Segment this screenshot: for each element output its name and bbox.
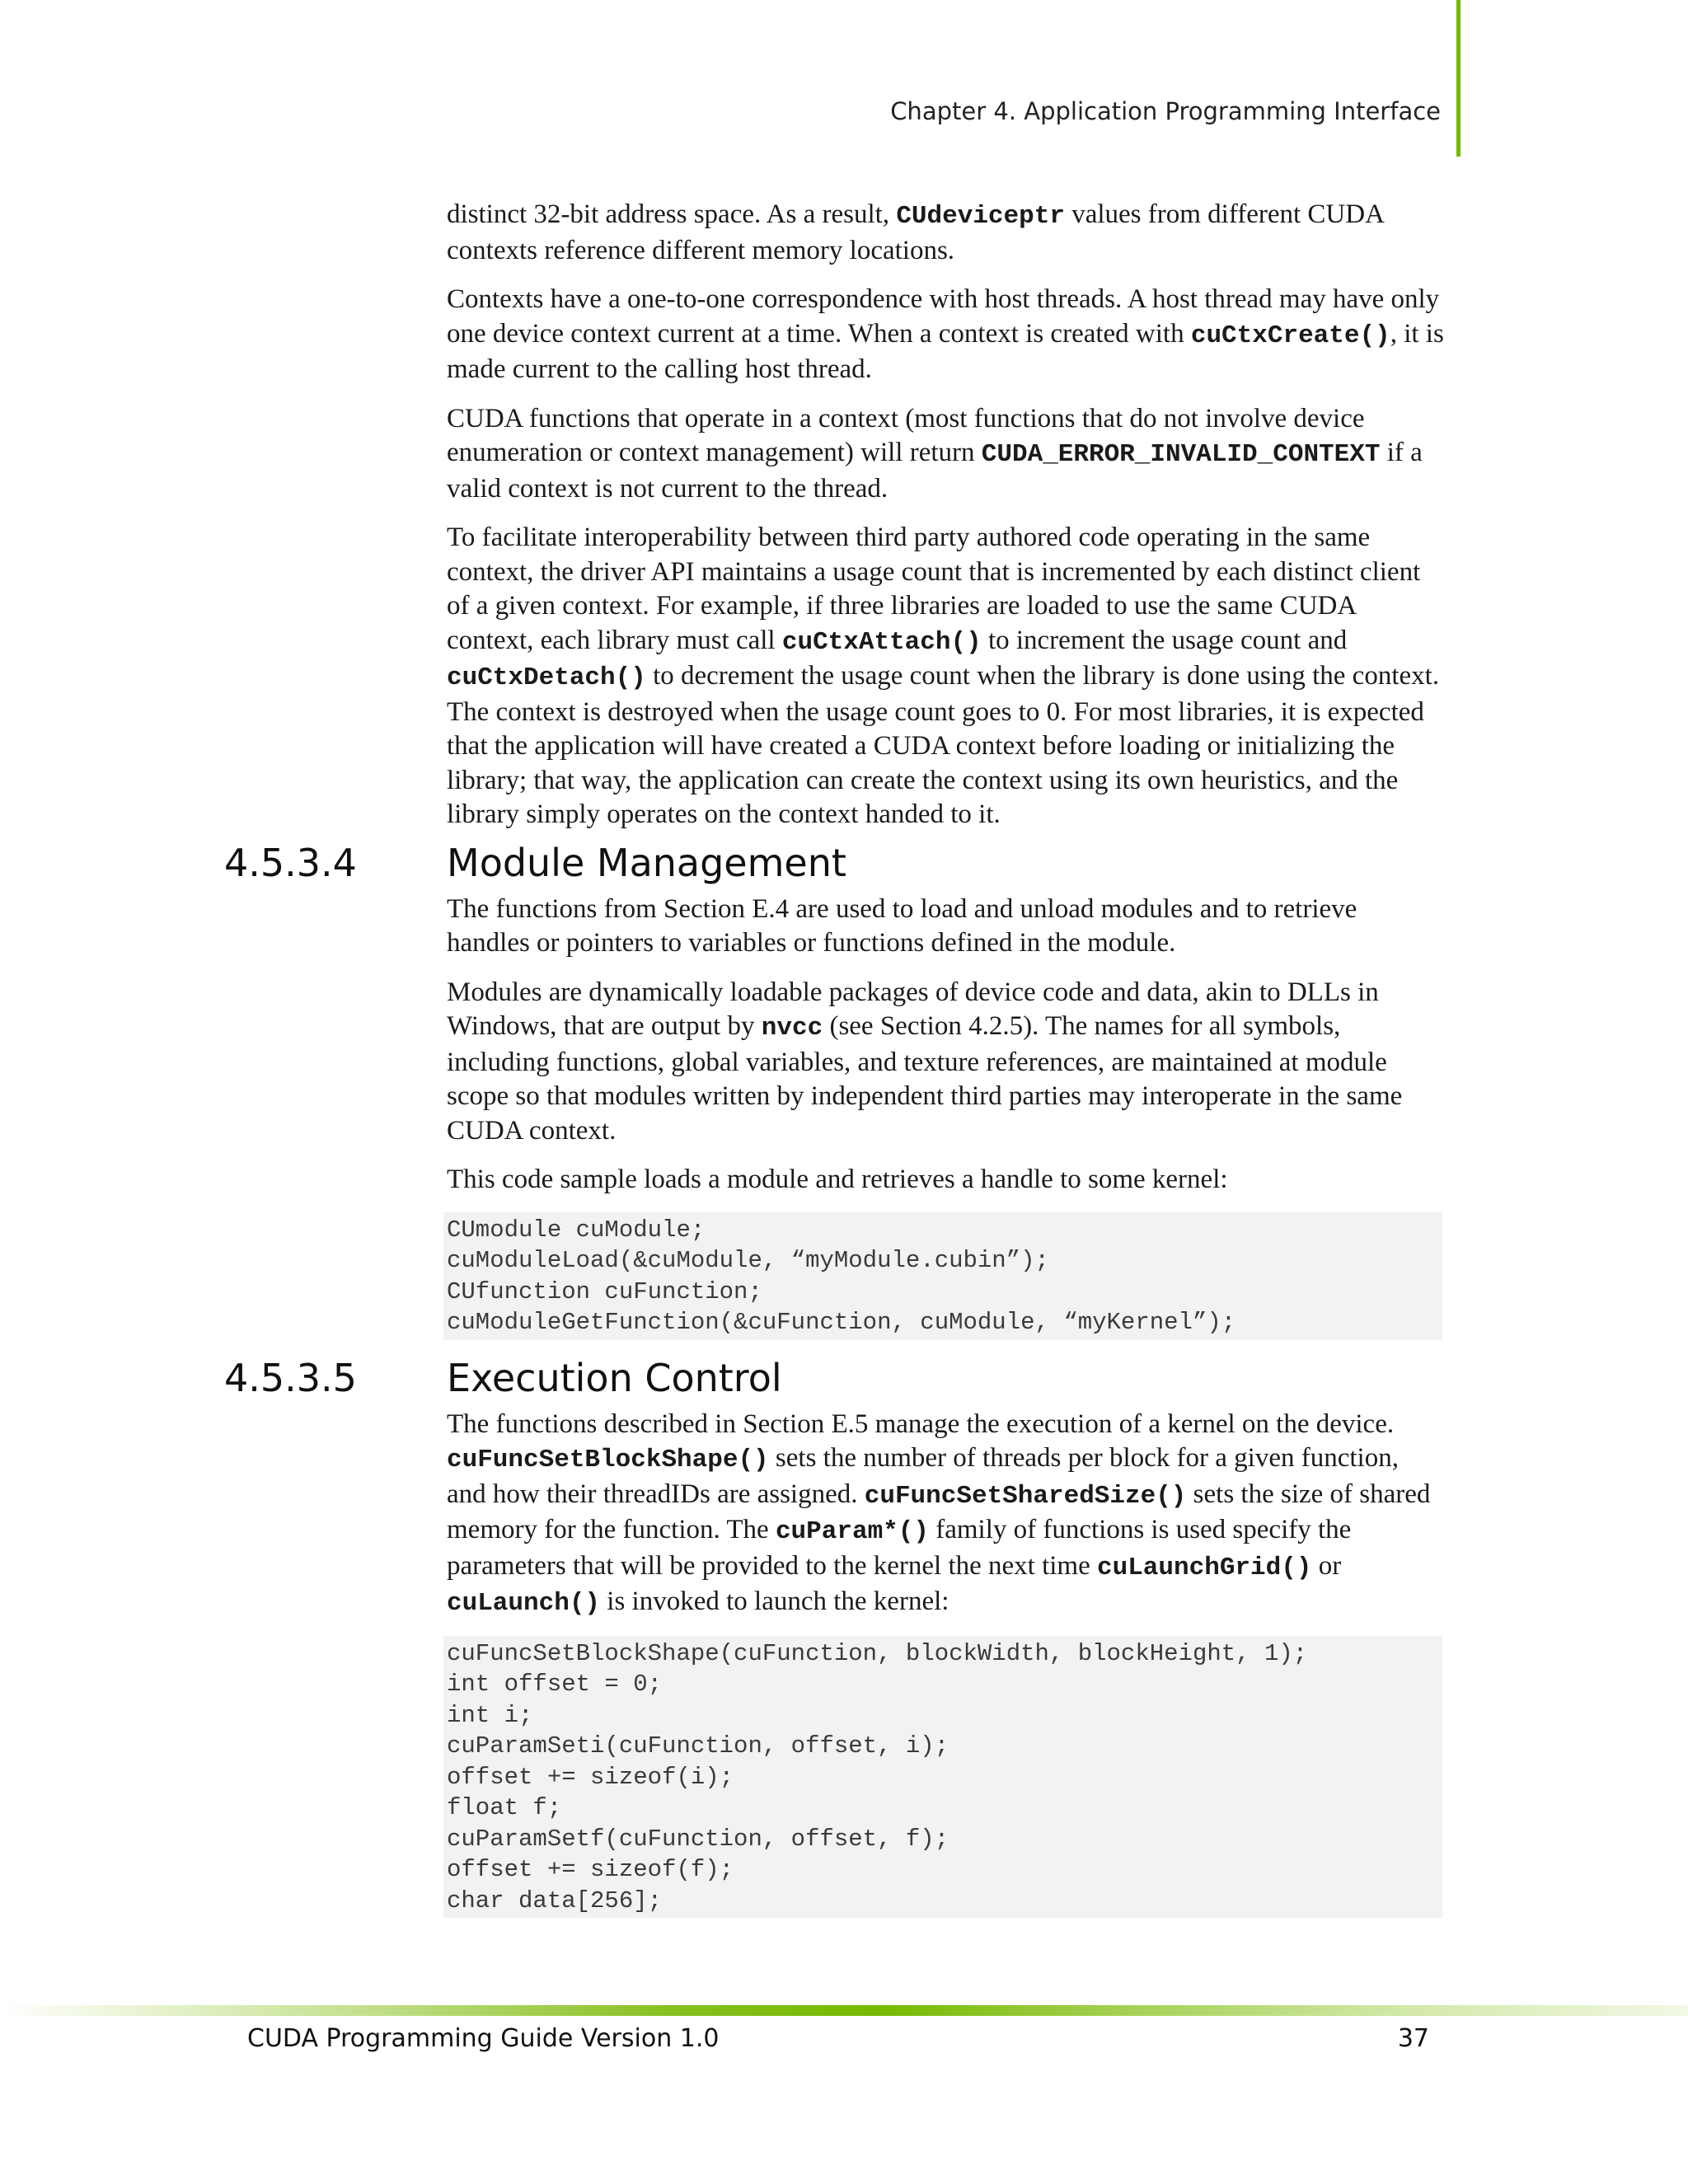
text-run: sets the size of shared memory for the function. The — [447, 1479, 1431, 1544]
text-run: To facilitate interoperability between third party authored code operating in the same context, the driver API maintains a usage count that is incremented by each distinct client of a given context. For example, if three libraries are loaded to use the same CUDA context, each library must call — [447, 523, 1421, 655]
text-run: CUDA functions that operate in a context (most functions that do not involve device enumeration or context management) will return — [447, 403, 1365, 467]
code-term: cuLaunchGrid() — [1097, 1553, 1312, 1582]
text-run: sets the number of threads per block for a given function, and how their threadIDs are assigned. — [447, 1443, 1399, 1509]
text-run: to increment the usage count and — [981, 625, 1348, 655]
text-run: , it is made current to the calling host thread. — [447, 318, 1444, 384]
paragraph-modules-description — [447, 976, 1444, 1149]
paragraph-module-functions: The functions from Section E.4 are used to load and unload modules and to retrieve handles or pointers to variables or functions defined in the module. — [447, 893, 1357, 958]
text-run: or — [1311, 1550, 1342, 1581]
text-run: to decrement the usage count when the library is done using the context. The context is destroyed when the usage count goes to 0. For most libraries, it is expected that the application will have created a CUDA context before loading or initializing the library; that way, the application can create the context using its own heuristics, and the library simply operates on the context handed to it. — [447, 661, 1440, 829]
footer-gradient-bar — [0, 2005, 1688, 2016]
text-run: (see Section 4.2.5). The names for all symbols, including functions, global variables, and texture references, are maintained at module scope so that modules written by independent third parties may interoperate in the same CUDA context. — [447, 1011, 1403, 1146]
text-run: The functions described in Section E.5 manage the execution of a kernel on the device. — [447, 1408, 1395, 1439]
section-heading-execution-control — [224, 1352, 1444, 1404]
text-run: if a valid context is not current to the thread. — [447, 438, 1423, 504]
code-block-execution: cuFuncSetBlockShape(cuFunction, blockWidth, blockHeight, 1); int offset = 0; int i; cuParamSeti(cuFunction, offset, i); offset += sizeof(i); float f; cuParamSetf(cuFunction, offset, f); offset += sizeof(f); char data[256]; — [443, 1636, 1442, 1919]
text-run: is invoked to launch the kernel: — [600, 1586, 950, 1616]
paragraph-interoperability — [447, 521, 1444, 832]
code-term: cuCtxCreate() — [1190, 321, 1390, 350]
paragraph-code-sample-intro: This code sample loads a module and retrieves a handle to some kernel: — [447, 1165, 1228, 1194]
text-run: values from different CUDA contexts reference different memory locations. — [447, 199, 1384, 265]
running-header: Chapter 4. Application Programming Interface — [890, 97, 1441, 125]
code-term: cuFuncSetBlockShape() — [447, 1446, 769, 1474]
section-number: 4.5.3.4 — [224, 840, 357, 885]
section-heading-module-management — [224, 837, 1444, 889]
footer-document-title: CUDA Programming Guide Version 1.0 — [247, 2024, 720, 2053]
paragraph-execution-functions — [447, 1408, 1444, 1621]
text-run: family of functions is used specify the parameters that will be provided to the kernel the next time — [447, 1515, 1352, 1581]
page-number: 37 — [1397, 2024, 1429, 2053]
header-accent-rule — [1456, 0, 1461, 157]
code-block-module-load: CUmodule cuModule; cuModuleLoad(&cuModule, “myModule.cubin”); CUfunction cuFunction; cuModuleGetFunction(&cuFunction, cuModule, “myKernel”); — [443, 1212, 1442, 1340]
text-run: Contexts have a one-to-one correspondence with host threads. A host thread may have only one device context current at a time. When a context is created with — [447, 284, 1440, 349]
code-term: cuLaunch() — [447, 1589, 601, 1618]
text-run: distinct 32-bit address space. As a result, — [447, 199, 897, 229]
section-number: 4.5.3.5 — [224, 1355, 357, 1400]
section-title: Module Management — [447, 840, 846, 885]
text-run: Modules are dynamically loadable packages of device code and data, akin to DLLs in Windows, that are output by — [447, 977, 1379, 1041]
section-title: Execution Control — [447, 1355, 782, 1400]
paragraph-address-space — [447, 198, 1444, 268]
code-term: cuCtxDetach() — [447, 663, 646, 692]
code-term: cuCtxAttach() — [781, 627, 982, 657]
code-term: CUdeviceptr — [896, 202, 1065, 231]
code-term: cuFuncSetSharedSize() — [864, 1481, 1187, 1511]
code-term: CUDA_ERROR_INVALID_CONTEXT — [981, 440, 1381, 469]
paragraph-invalid-context — [447, 402, 1444, 507]
page-body — [224, 198, 1444, 1929]
paragraph-context-threads — [447, 283, 1444, 387]
code-term: cuParam*() — [775, 1517, 929, 1546]
code-term: nvcc — [761, 1014, 823, 1043]
